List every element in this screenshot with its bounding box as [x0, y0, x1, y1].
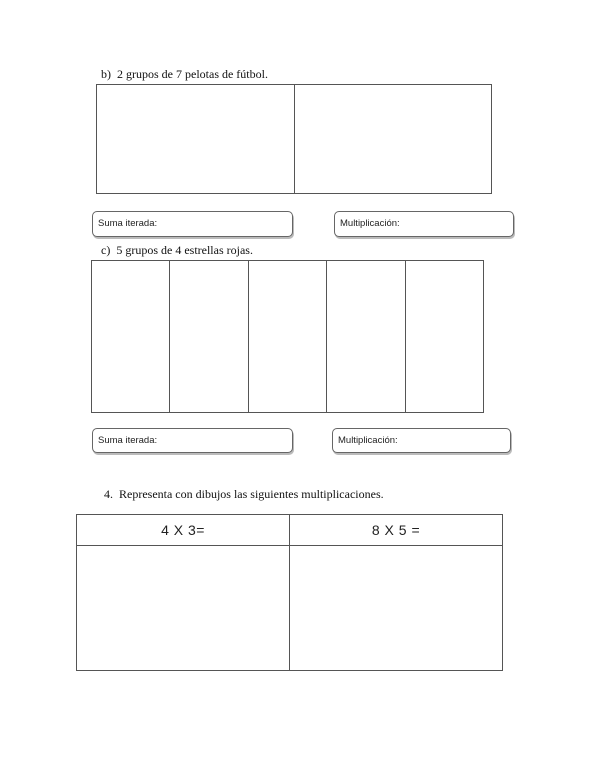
sum-label: Suma iterada:	[98, 218, 158, 229]
section-c-marker: c)	[101, 243, 111, 257]
section-b-multiplication-box[interactable]	[334, 211, 514, 237]
table-header-row	[77, 515, 503, 546]
multiplication-label: Multiplicación:	[338, 435, 398, 446]
section-b-drawing-grid[interactable]	[96, 84, 492, 194]
drawing-cell[interactable]	[92, 261, 170, 412]
drawing-area-4x3[interactable]	[77, 546, 290, 671]
table-header-8x5: 8 X 5 =	[290, 515, 503, 546]
question-4-prompt	[104, 487, 384, 501]
section-c-sum-box[interactable]	[92, 428, 293, 453]
table-header-4x3: 4 X 3=	[77, 515, 290, 546]
multiplication-drawing-table	[76, 514, 503, 671]
section-b-text: 2 grupos de 7 pelotas de fútbol.	[117, 67, 268, 81]
multiplication-label: Multiplicación:	[340, 218, 400, 229]
section-b-prompt	[101, 67, 268, 81]
section-c-prompt	[101, 243, 253, 257]
sum-label: Suma iterada:	[98, 435, 158, 446]
drawing-cell[interactable]	[170, 261, 248, 412]
drawing-cell[interactable]	[295, 85, 492, 193]
table-row	[77, 546, 503, 671]
question-4-number: 4.	[104, 487, 113, 501]
drawing-area-8x5[interactable]	[290, 546, 503, 671]
section-c-multiplication-box[interactable]	[332, 428, 511, 453]
drawing-cell[interactable]	[406, 261, 483, 412]
section-b-marker: b)	[101, 67, 111, 81]
drawing-cell[interactable]	[97, 85, 295, 193]
drawing-cell[interactable]	[249, 261, 327, 412]
question-4-text: Representa con dibujos las siguientes multiplicaciones.	[119, 487, 384, 501]
section-c-text: 5 grupos de 4 estrellas rojas.	[116, 243, 253, 257]
drawing-cell[interactable]	[327, 261, 405, 412]
section-b-sum-box[interactable]	[92, 211, 293, 237]
section-c-drawing-grid[interactable]	[91, 260, 484, 413]
